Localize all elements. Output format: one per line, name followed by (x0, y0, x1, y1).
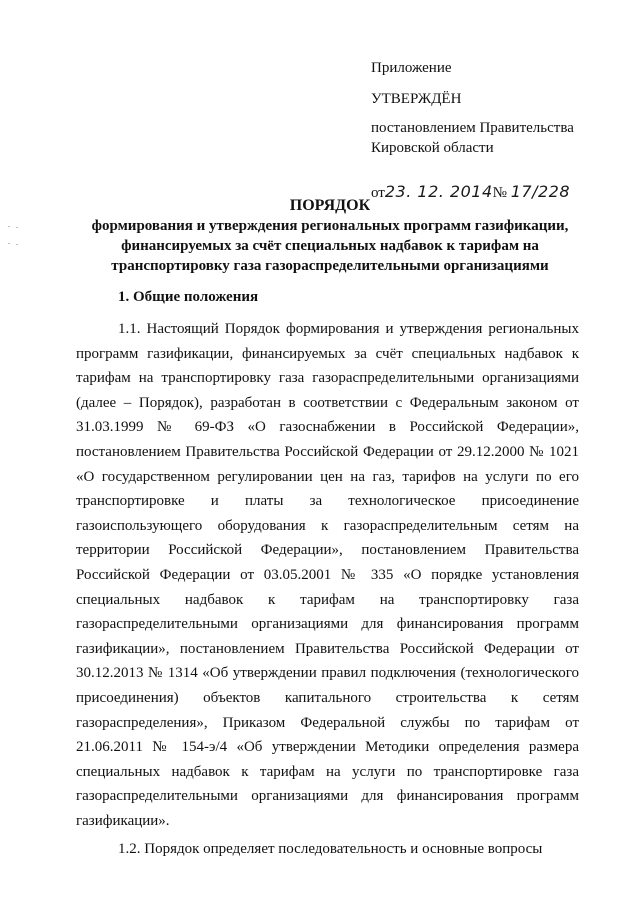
title-subtitle: формирования и утверждения региональных программ газификации, финансируемых за счёт специальных надбавок к тарифам на транспортировку газа газораспределительными организациями (91, 218, 569, 274)
paragraph-1-2: 1.2. Порядок определяет последовательность и основные вопросы (118, 841, 543, 858)
appendix-label: Приложение (371, 60, 452, 76)
section-heading: 1. Общие положения (118, 289, 259, 305)
body-text (76, 317, 579, 862)
scan-speck (16, 227, 18, 228)
approved-label: УТВЕРЖДЁН (371, 91, 462, 107)
handwritten-date: 23. 12. 2014 (384, 182, 493, 201)
date-prefix: от (371, 185, 385, 201)
scan-speck (16, 244, 18, 245)
document-title (60, 196, 600, 276)
handwritten-number: 17/228 (510, 182, 570, 201)
paragraph-1-1: 1.1. Настоящий Порядок формирования и утверждения региональных программ газификации, финансируемых за счёт специальных надбавок к тарифам на транспортировку газа газораспределительными организациями (далее – Порядок), разработан в соответствии с Федеральным законом от 31.03.1999 № 69-ФЗ «О газоснабжении в Российской Федерации», постановлением Правительства Российской Федерации от 29.12.2000 № 1021 «О государственном регулировании цен на газ, тарифов на услуги по его транспортировке и платы за технологическое присоединение газоиспользующего оборудования к газораспределительным сетям на территории Российской Федерации», постановлением Правительства Российской Федерации от 03.05.2001 № 335 «О порядке установления специальных надбавок к тарифам на транспортировку газа газораспределительными организациями для финансирования программ газификации», постановлением Правительства Российской Федерации от 30.12.2013 № 1314 «Об утверждении правил подключения (технологического присоединения) объектов капитального строительства к сетям газораспределения», Приказом Федеральной службы по тарифам от 21.06.2011 № 154-э/4 «Об утверждении Методики определения размера специальных надбавок к тарифам на услуги по транспортировке газа газораспределительными организациями для финансирования программ газификации». (76, 321, 579, 829)
resolution-line-1: постановлением Правительства (371, 120, 574, 136)
title-main: ПОРЯДОК (289, 197, 371, 214)
resolution-line-2: Кировской области (371, 140, 494, 156)
scan-speck (8, 243, 10, 244)
scan-speck (8, 226, 10, 227)
number-prefix: № (492, 185, 507, 201)
approval-block (371, 58, 621, 203)
